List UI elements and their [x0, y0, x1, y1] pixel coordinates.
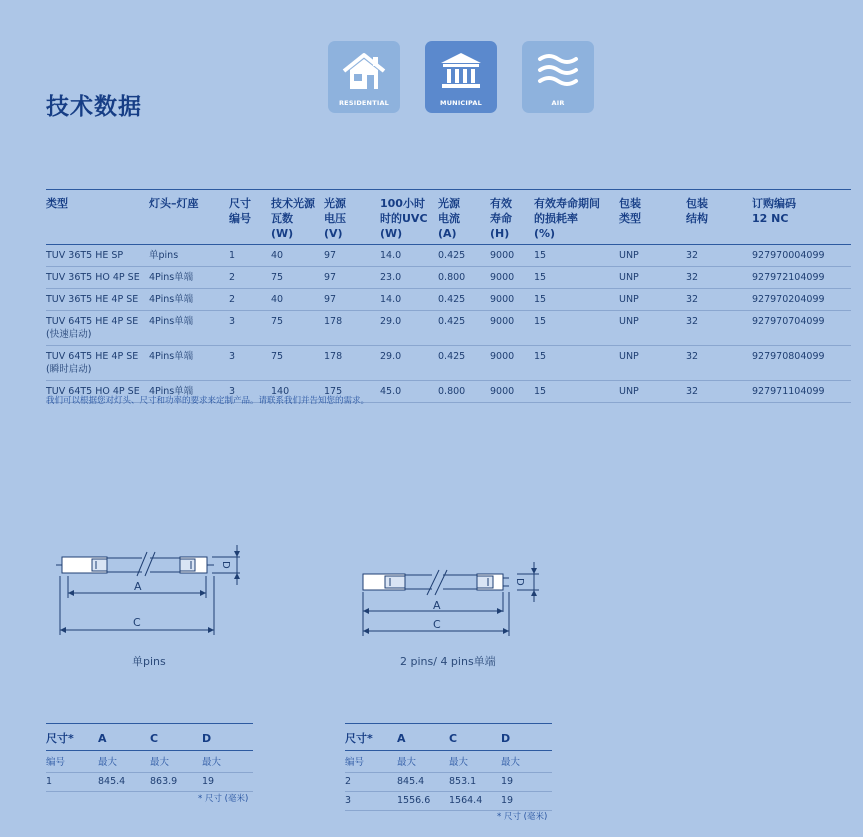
table-cell: 45.0	[380, 381, 438, 403]
category-residential[interactable]	[328, 41, 400, 113]
table-cell: UNP	[619, 381, 686, 403]
technical-data-table	[46, 189, 851, 403]
subheader-cell: 最大	[449, 751, 501, 773]
diagram-caption-single-ended: 2 pins/ 4 pins单端	[400, 655, 496, 668]
table-cell: 927971104099	[752, 381, 851, 403]
table-cell: TUV 36T5 HO 4P SE	[46, 267, 149, 289]
table-cell: 927972104099	[752, 267, 851, 289]
column-header: 有效寿命期间 的损耗率 (%)	[534, 190, 619, 245]
table-cell: 9000	[490, 311, 534, 346]
table-row	[46, 311, 851, 346]
lamp-diagram-single-ended	[357, 558, 547, 638]
table-cell: 32	[686, 289, 752, 311]
table-cell: 1	[229, 245, 271, 267]
table-cell: 9000	[490, 267, 534, 289]
table-cell: 15	[534, 381, 619, 403]
dimension-header-row	[46, 724, 253, 751]
table-cell: TUV 64T5 HO 4P SE	[46, 381, 149, 403]
column-header: 类型	[46, 190, 149, 245]
table-cell: 9000	[490, 381, 534, 403]
column-header: 尺寸*	[345, 724, 397, 751]
table-cell: 0.800	[438, 381, 490, 403]
table-cell: 32	[686, 245, 752, 267]
table-cell: 75	[271, 311, 324, 346]
column-header: 订购编码 12 NC	[752, 190, 851, 245]
table-cell: 2	[229, 289, 271, 311]
table-cell: 32	[686, 267, 752, 289]
table-row	[46, 245, 851, 267]
table-cell: 29.0	[380, 311, 438, 346]
table-cell: 0.425	[438, 346, 490, 381]
column-header: 尺寸 编号	[229, 190, 271, 245]
diagram-caption-single-pins: 单pins	[132, 655, 166, 668]
table-cell: 927970204099	[752, 289, 851, 311]
page-title: 技术数据	[46, 94, 142, 120]
subheader-cell: 最大	[397, 751, 449, 773]
dimension-subheader-row	[345, 751, 552, 773]
table-cell: 3	[229, 311, 271, 346]
table-cell: 927970004099	[752, 245, 851, 267]
category-label: MUNICIPAL	[440, 99, 482, 107]
table-cell: 97	[324, 245, 380, 267]
table-cell: 3	[345, 792, 397, 811]
table-cell: 23.0	[380, 267, 438, 289]
column-header: 包装 类型	[619, 190, 686, 245]
dimension-table-single-ended	[345, 723, 552, 811]
dimension-unit-note: * 尺寸 (毫米)	[497, 812, 548, 822]
category-air[interactable]	[522, 41, 594, 113]
column-header: 灯头–灯座	[149, 190, 229, 245]
lamp-diagram-single-pins	[52, 540, 252, 640]
table-cell: 19	[501, 773, 552, 792]
table-cell: 175	[324, 381, 380, 403]
table-cell: 32	[686, 346, 752, 381]
table-cell: 0.425	[438, 245, 490, 267]
column-header: D	[501, 724, 552, 751]
category-label: RESIDENTIAL	[338, 99, 390, 107]
category-label: AIR	[551, 99, 565, 107]
table-cell: 15	[534, 346, 619, 381]
column-header: 尺寸*	[46, 724, 98, 751]
column-header: 100小时 时的UVC (W)	[380, 190, 438, 245]
table-cell: 40	[271, 245, 324, 267]
subheader-cell: 编号	[46, 751, 98, 773]
table-cell: TUV 36T5 HE 4P SE	[46, 289, 149, 311]
table-cell: UNP	[619, 346, 686, 381]
subheader-cell: 最大	[501, 751, 552, 773]
table-cell: 19	[202, 773, 253, 792]
table-cell: 0.800	[438, 267, 490, 289]
table-cell: 75	[271, 267, 324, 289]
table-cell: 15	[534, 311, 619, 346]
table-cell: 178	[324, 346, 380, 381]
table-cell: 3	[229, 346, 271, 381]
customization-note: 我们可以根据您对灯头、尺寸和功率的要求来定制产品。请联系我们并告知您的需求。	[46, 396, 370, 406]
table-cell: 140	[271, 381, 324, 403]
table-cell: 4Pins单端	[149, 311, 229, 346]
table-cell: 19	[501, 792, 552, 811]
table-cell: 97	[324, 267, 380, 289]
table-cell: 9000	[490, 245, 534, 267]
table-row	[46, 773, 253, 792]
dimension-subheader-row	[46, 751, 253, 773]
table-cell: 40	[271, 289, 324, 311]
subheader-cell: 最大	[202, 751, 253, 773]
house-icon	[340, 51, 388, 91]
table-cell: 2	[229, 267, 271, 289]
table-cell: 9000	[490, 289, 534, 311]
table-cell: TUV 64T5 HE 4P SE (瞬时启动)	[46, 346, 149, 381]
table-cell: 845.4	[98, 773, 150, 792]
subheader-cell: 最大	[150, 751, 202, 773]
column-header: 有效 寿命 (H)	[490, 190, 534, 245]
table-row	[46, 346, 851, 381]
dimension-c-label: C	[433, 618, 441, 631]
table-cell: 4Pins单端	[149, 267, 229, 289]
table-cell: UNP	[619, 311, 686, 346]
table-cell: TUV 36T5 HE SP	[46, 245, 149, 267]
table-cell: 2	[345, 773, 397, 792]
table-cell: 4Pins单端	[149, 346, 229, 381]
dimension-a-label: A	[433, 599, 441, 612]
table-cell: 845.4	[397, 773, 449, 792]
table-cell: 单pins	[149, 245, 229, 267]
table-cell: 927970804099	[752, 346, 851, 381]
air-waves-icon	[534, 51, 582, 91]
table-row	[345, 792, 552, 811]
dimension-a-label: A	[134, 580, 142, 593]
column-header: A	[397, 724, 449, 751]
column-header: 光源 电流 (A)	[438, 190, 490, 245]
dimension-c-label: C	[133, 616, 141, 629]
dimension-table-single-pins	[46, 723, 253, 792]
building-icon	[437, 51, 485, 91]
table-cell: 1	[46, 773, 98, 792]
table-cell: 14.0	[380, 245, 438, 267]
table-cell: 4Pins单端	[149, 289, 229, 311]
table-cell: 1556.6	[397, 792, 449, 811]
table-cell: 97	[324, 289, 380, 311]
column-header: C	[150, 724, 202, 751]
table-cell: UNP	[619, 289, 686, 311]
table-cell: 0.425	[438, 289, 490, 311]
table-cell: 29.0	[380, 346, 438, 381]
table-cell: 927970704099	[752, 311, 851, 346]
table-row	[46, 289, 851, 311]
table-row	[345, 773, 552, 792]
column-header: D	[202, 724, 253, 751]
table-cell: TUV 64T5 HE 4P SE (快速启动)	[46, 311, 149, 346]
table-cell: 32	[686, 381, 752, 403]
table-cell: 0.425	[438, 311, 490, 346]
table-cell: UNP	[619, 245, 686, 267]
category-municipal[interactable]	[425, 41, 497, 113]
table-cell: 15	[534, 289, 619, 311]
table-header-row	[46, 190, 851, 245]
subheader-cell: 最大	[98, 751, 150, 773]
dimension-header-row	[345, 724, 552, 751]
table-cell: 15	[534, 245, 619, 267]
dimension-d-label: D	[514, 578, 525, 586]
table-row	[46, 267, 851, 289]
table-cell: 178	[324, 311, 380, 346]
column-header: 技术光源 瓦数 (W)	[271, 190, 324, 245]
table-cell: 15	[534, 267, 619, 289]
table-cell: 3	[229, 381, 271, 403]
table-cell: 1564.4	[449, 792, 501, 811]
column-header: 光源 电压 (V)	[324, 190, 380, 245]
subheader-cell: 编号	[345, 751, 397, 773]
dimension-unit-note: * 尺寸 (毫米)	[198, 794, 249, 804]
column-header: 包装 结构	[686, 190, 752, 245]
table-cell: 4Pins单端	[149, 381, 229, 403]
table-cell: 863.9	[150, 773, 202, 792]
column-header: C	[449, 724, 501, 751]
dimension-d-label: D	[220, 561, 231, 569]
table-cell: 853.1	[449, 773, 501, 792]
table-cell: 32	[686, 311, 752, 346]
table-cell: 75	[271, 346, 324, 381]
table-cell: UNP	[619, 267, 686, 289]
table-cell: 9000	[490, 346, 534, 381]
table-cell: 14.0	[380, 289, 438, 311]
column-header: A	[98, 724, 150, 751]
